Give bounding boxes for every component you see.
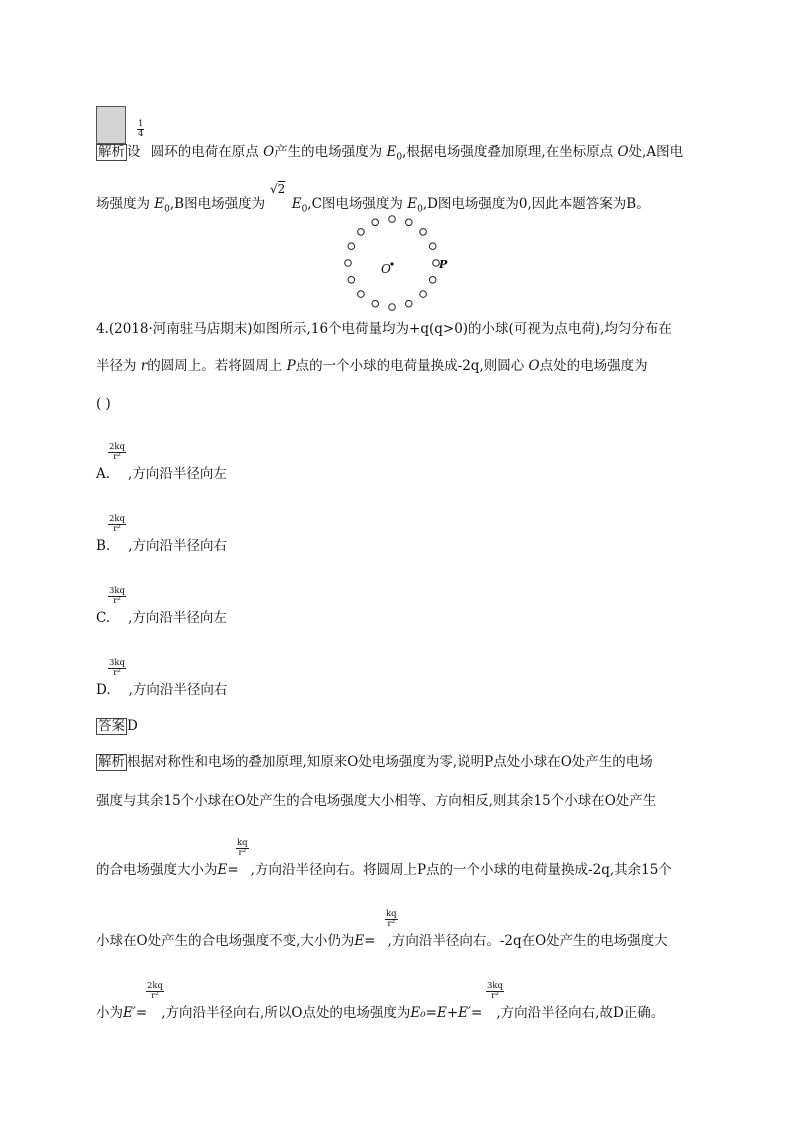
- q4-stem-line-1: 4.(2018·河南驻马店期末)如图所示,16个电荷量均为+q(q>0)的小球(可视为点电荷),均匀分布在: [96, 321, 672, 337]
- charged-ball: [389, 216, 396, 223]
- q4-analysis-line-4: 小球在O处产生的合电场强度不变,大小仍为E= ,方向沿半径向右。-2q在O处产生的电场强度大: [96, 933, 668, 949]
- fraction-kq-1: $\frac{kq}{\text{r²}}$: [237, 838, 248, 858]
- charged-ball: [420, 291, 427, 298]
- q4-analysis-line-3: 的合电场强度大小为E= ,方向沿半径向右。将圆周上P点的一个小球的电荷量换成-2q,其余15个: [96, 862, 672, 878]
- fraction-one-quarter: $\frac{1}{4}$: [138, 119, 144, 139]
- charged-ball: [372, 300, 379, 307]
- charged-ball: [406, 300, 413, 307]
- option-c-fraction: $\frac{3kq}{\text{r²}}$: [109, 586, 125, 606]
- option-d-fraction: $\frac{3kq}{\text{r²}}$: [109, 658, 125, 678]
- q4-stem-line-2: 半径为 r的圆周上。若将圆周上 P点的一个小球的电荷量换成-2q,则圆心 O点处的电场强度为: [96, 358, 648, 374]
- q3-analysis-line-2: 场强度为 $E_0,B$图电场强度为 $E_0,C$图电场强度为 $E_0,D$图电场强度为0,因此本题答案为B。: [96, 196, 650, 215]
- answer-parentheses: ( ): [96, 396, 111, 412]
- analysis-tag: 解析: [98, 144, 125, 160]
- answer-value: D: [127, 718, 138, 734]
- charged-ball: [348, 277, 355, 284]
- point-label-P: P: [439, 258, 448, 271]
- fraction-2kq: $\frac{2kq}{\text{r²}}$: [147, 981, 163, 1001]
- charged-ball: [358, 291, 365, 298]
- q3-analysis-line-1: 解析 设 圆环的电荷在原点 O产生的电场强度为 $E_0$,根据电场强度叠加原理,在坐标原点 O处,A图电: [98, 144, 684, 163]
- charged-ball: [358, 229, 365, 236]
- charged-ball: [348, 243, 355, 250]
- sqrt-two: √2: [270, 182, 286, 196]
- charged-ball: [429, 277, 436, 284]
- option-a: A. ,方向沿半径向左: [96, 466, 227, 482]
- charged-ball: [420, 229, 427, 236]
- option-b: B. ,方向沿半径向右: [96, 538, 228, 554]
- q4-analysis-line-5: 小为E′= ,方向沿半径向右,所以O点处的电场强度为E₀=E+E′= ,方向沿半径向右,故D正确。: [96, 1005, 665, 1021]
- charged-ball: [372, 219, 379, 226]
- charged-ball: [345, 260, 352, 267]
- option-a-fraction: $\frac{2kq}{\text{r²}}$: [109, 442, 125, 462]
- analysis-tag: 解析: [98, 754, 125, 770]
- charged-ball: [429, 243, 436, 250]
- fraction-3kq: $\frac{3kq}{\text{r²}}$: [487, 981, 503, 1001]
- answer-line: [96, 717, 138, 735]
- q4-analysis-line-2: 强度与其余15个小球在O处产生的合电场强度大小相等、方向相反,则其余15个小球在O处产生: [96, 793, 657, 809]
- fraction-kq-2: $\frac{kq}{\text{r²}}$: [386, 909, 397, 929]
- charged-ball: [389, 304, 396, 311]
- option-b-fraction: $\frac{2kq}{\text{r²}}$: [109, 514, 125, 534]
- answer-tag: 答案: [98, 718, 125, 734]
- q4-analysis-line-1: 解析 根据对称性和电场的叠加原理,知原来O处电场强度为零,说明P点处小球在O处产生的电场: [98, 754, 653, 770]
- option-c: C. ,方向沿半径向左: [96, 610, 227, 626]
- charged-ball: [406, 219, 413, 226]
- option-d: D. ,方向沿半径向右: [96, 682, 228, 698]
- center-label-O: O: [381, 262, 391, 276]
